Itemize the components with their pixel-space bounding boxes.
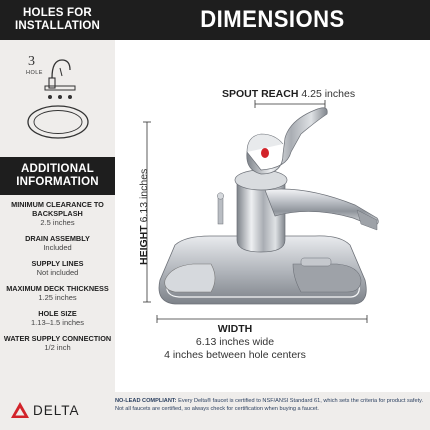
info-item-deck-thickness	[0, 284, 115, 302]
info-value: Not included	[36, 268, 79, 277]
info-item-clearance	[0, 200, 115, 227]
info-value: 1.13–1.5 inches	[31, 318, 84, 327]
info-label: WATER SUPPLY CONNECTION	[3, 334, 112, 343]
width-value: 6.13 inches wide	[195, 336, 275, 348]
delta-logo	[10, 401, 80, 419]
spout-reach-value: 4.25 inches	[301, 88, 356, 100]
info-heading: ADDITIONAL INFORMATION	[0, 157, 115, 195]
info-label: HOLE SIZE	[38, 309, 77, 318]
delta-triangle-icon	[10, 401, 30, 419]
sidebar	[0, 0, 115, 430]
width-line	[157, 315, 367, 323]
spout-reach-title: SPOUT REACH	[222, 88, 299, 100]
dimensions-banner	[115, 0, 430, 40]
height-title: HEIGHT	[138, 225, 150, 265]
info-value: 2.5 inches	[40, 218, 75, 227]
width-label	[150, 323, 320, 362]
info-value: 1/2 inch	[44, 343, 71, 352]
disclaimer-title: NO-LEAD COMPLIANT:	[115, 398, 177, 404]
height-value: 6.13 inches	[138, 168, 150, 223]
height-label	[138, 169, 150, 265]
info-label: DRAIN ASSEMBLY	[25, 234, 90, 243]
info-label: SUPPLY LINES	[31, 259, 84, 268]
footer-bar	[0, 392, 430, 430]
info-item-drain	[0, 234, 115, 252]
holes-word: HOLE	[26, 70, 43, 76]
hole-centers-value: 4 inches between hole centers	[164, 349, 306, 361]
info-value: Included	[43, 243, 72, 252]
no-lead-disclaimer	[115, 397, 425, 413]
info-label: MINIMUM CLEARANCE TO BACKSPLASH	[11, 200, 104, 218]
info-item-supply-lines	[0, 259, 115, 277]
holes-count: 3	[28, 54, 35, 69]
disclaimer-text: Every Delta® faucet is certified to NSF/ANSI Standard 61, which sets the criteria for product safety. Not all faucets are certified, so always check for certification when buying a faucet.	[115, 398, 424, 412]
brand-name: DELTA	[33, 402, 80, 418]
page-title: DIMENSIONS	[200, 6, 345, 33]
info-item-hole-size	[0, 309, 115, 327]
info-label: MAXIMUM DECK THICKNESS	[6, 284, 109, 293]
three-hole-sink-icon	[0, 50, 115, 150]
holes-heading: HOLES FOR INSTALLATION	[0, 0, 115, 40]
width-title: WIDTH	[217, 323, 253, 335]
info-item-water-supply	[0, 334, 115, 352]
spout-reach-line	[255, 100, 325, 108]
info-value: 1.25 inches	[38, 293, 77, 302]
info-list	[0, 200, 115, 359]
spout-reach-label	[222, 88, 355, 100]
